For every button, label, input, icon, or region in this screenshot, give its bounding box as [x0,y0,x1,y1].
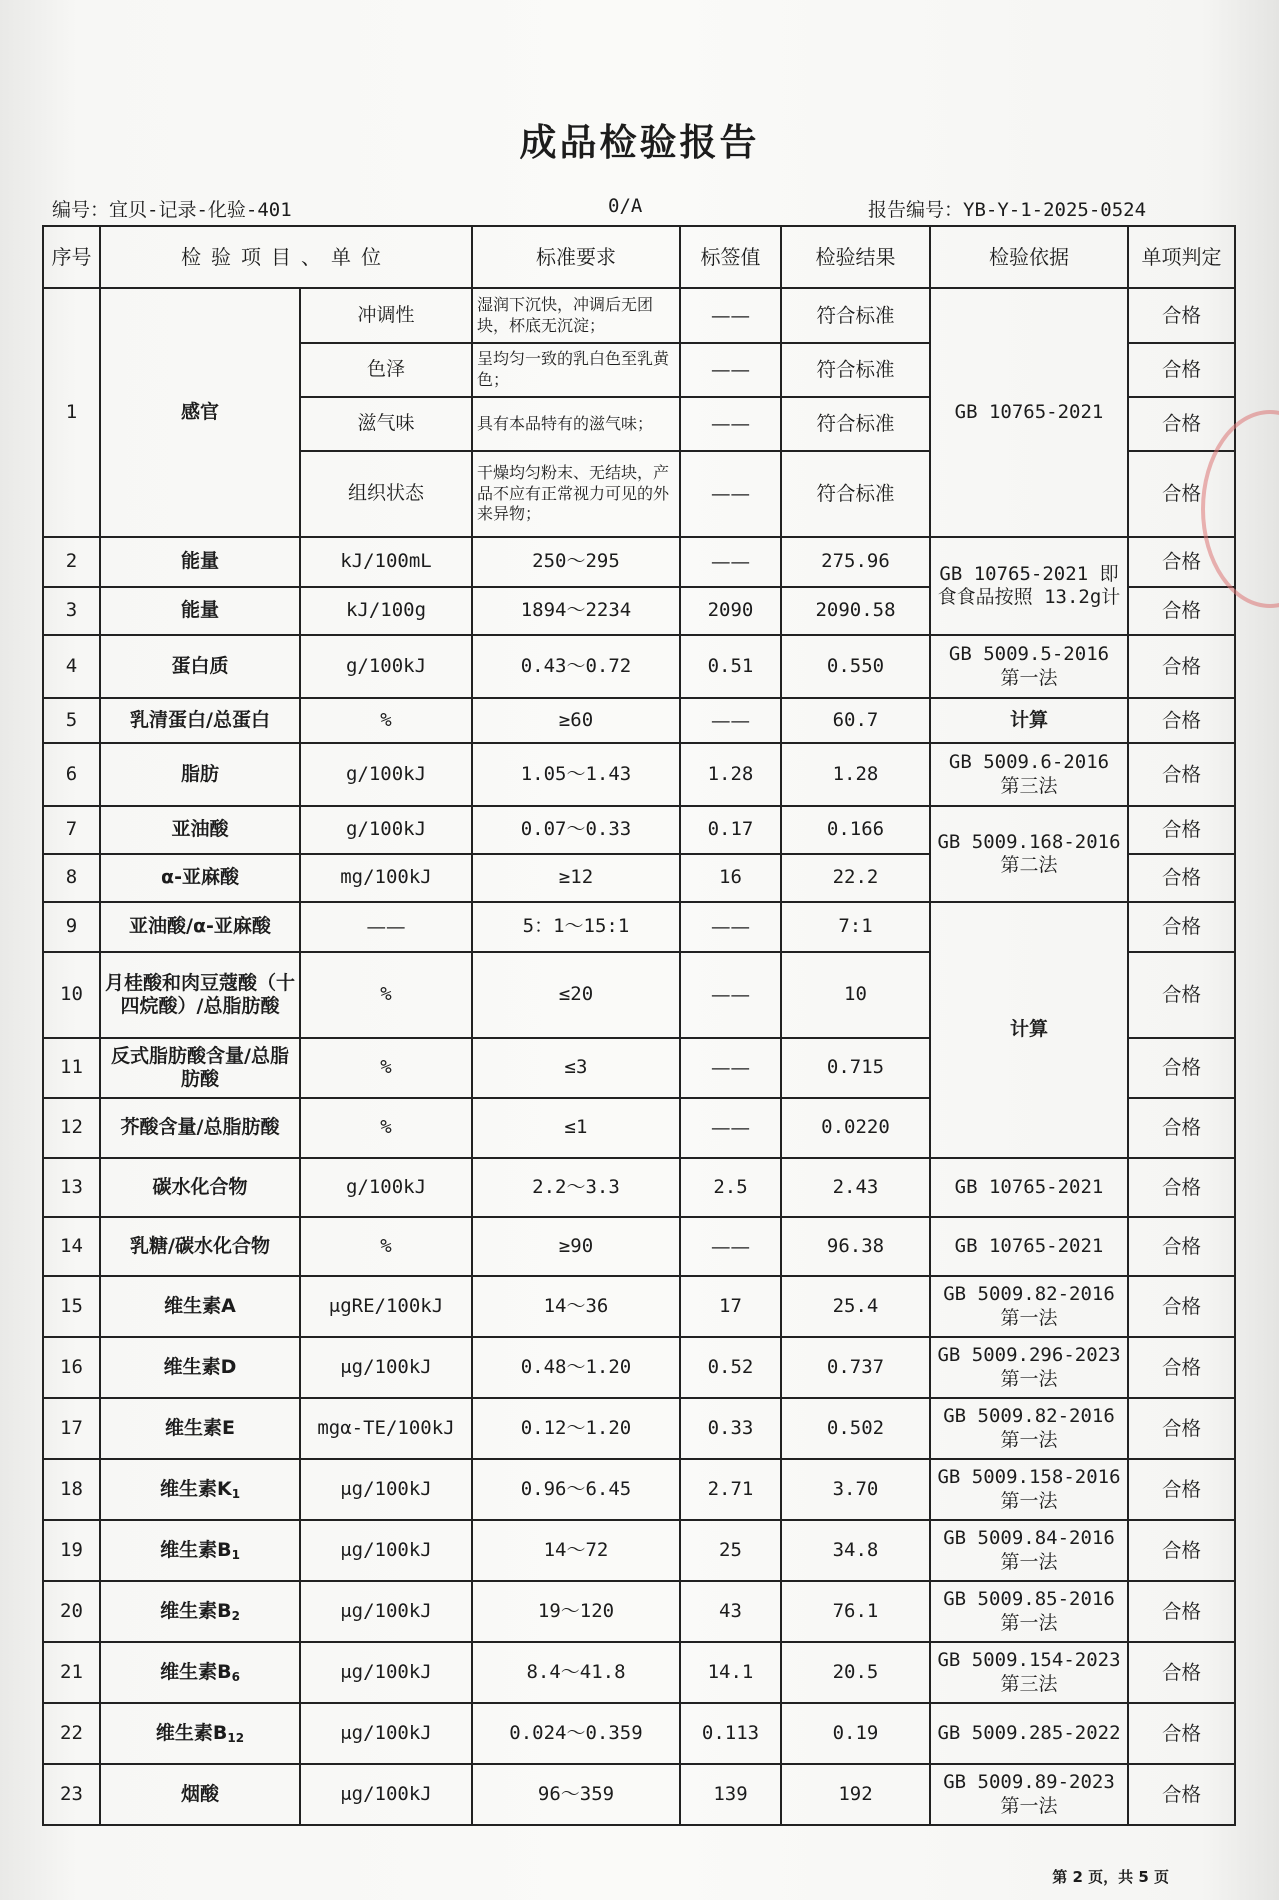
standard-cell: ≥90 [472,1217,680,1276]
item-cell: 维生素D [100,1337,300,1398]
result-cell: 60.7 [781,698,930,743]
table-row [43,743,1235,806]
judgement-cell: 合格 [1128,698,1235,743]
basis-cell: GB 10765-2021 [930,288,1128,537]
judgement-cell: 合格 [1128,1038,1235,1098]
unit-cell: μg/100kJ [300,1459,472,1520]
seq-cell: 19 [43,1520,100,1581]
item-cell: 组织状态 [300,451,472,537]
standard-cell: 19～120 [472,1581,680,1642]
standard-cell: 8.4～41.8 [472,1642,680,1703]
seq-cell: 17 [43,1398,100,1459]
seq-cell: 2 [43,537,100,587]
label-cell: —— [680,537,781,587]
basis-cell: GB 5009.85-2016 第一法 [930,1581,1128,1642]
table-row [43,1642,1235,1703]
label-cell: —— [680,1217,781,1276]
judgement-cell: 合格 [1128,1764,1235,1825]
basis-cell: GB 5009.158-2016 第一法 [930,1459,1128,1520]
label-cell: 16 [680,854,781,902]
item-cell: 维生素$B_{12}$ [100,1703,300,1764]
label-cell: 0.113 [680,1703,781,1764]
standard-cell: 干燥均匀粉末、无结块，产品不应有正常视力可见的外来异物； [472,451,680,537]
standard-cell: 14～36 [472,1276,680,1337]
label-cell: 0.33 [680,1398,781,1459]
result-cell: 25.4 [781,1276,930,1337]
page-indicator: 第 2 页，共 5 页 [1052,1868,1169,1886]
unit-cell: g/100kJ [300,806,472,854]
unit-cell: kJ/100g [300,587,472,635]
item-cell: 脂肪 [100,743,300,806]
seq-cell: 15 [43,1276,100,1337]
unit-cell: μg/100kJ [300,1337,472,1398]
unit-cell: μg/100kJ [300,1642,472,1703]
item-cell: 维生素$K_1$ [100,1459,300,1520]
result-cell: 0.502 [781,1398,930,1459]
judgement-cell: 合格 [1128,1398,1235,1459]
item-cell: 亚油酸 [100,806,300,854]
standard-cell: 2.2～3.3 [472,1158,680,1217]
judgement-cell: 合格 [1128,451,1235,537]
basis-cell: GB 5009.5-2016 第一法 [930,635,1128,698]
judgement-cell: 合格 [1128,1459,1235,1520]
unit-cell: —— [300,902,472,952]
table-row [43,1276,1235,1337]
table-row [43,902,1235,952]
inspection-table [42,225,1236,1826]
unit-cell: % [300,1098,472,1158]
result-cell: 0.19 [781,1703,930,1764]
standard-cell: ≤20 [472,952,680,1038]
label-cell: 25 [680,1520,781,1581]
result-cell: 0.0220 [781,1098,930,1158]
seq-cell: 10 [43,952,100,1038]
standard-cell: 250～295 [472,537,680,587]
label-cell: —— [680,1038,781,1098]
table-row [43,1398,1235,1459]
label-cell: —— [680,451,781,537]
label-cell: —— [680,397,781,451]
judgement-cell: 合格 [1128,1158,1235,1217]
result-cell: 1.28 [781,743,930,806]
unit-cell: μgRE/100kJ [300,1276,472,1337]
basis-cell: GB 10765-2021 即食食品按照 13.2g计 [930,537,1128,635]
standard-cell: 5：1～15:1 [472,902,680,952]
label-cell: 14.1 [680,1642,781,1703]
item-cell: 滋气味 [300,397,472,451]
unit-cell: % [300,698,472,743]
item-cell: 维生素$B_1$ [100,1520,300,1581]
judgement-cell: 合格 [1128,854,1235,902]
basis-cell: GB 5009.296-2023 第一法 [930,1337,1128,1398]
seq-cell: 9 [43,902,100,952]
seq-cell: 6 [43,743,100,806]
judgement-cell: 合格 [1128,902,1235,952]
standard-cell: 1894～2234 [472,587,680,635]
seq-cell: 11 [43,1038,100,1098]
seq-cell: 20 [43,1581,100,1642]
group-cell: 感官 [100,288,300,537]
judgement-cell: 合格 [1128,1581,1235,1642]
basis-cell: GB 10765-2021 [930,1217,1128,1276]
unit-cell: μg/100kJ [300,1764,472,1825]
seq-cell: 4 [43,635,100,698]
seq-cell: 23 [43,1764,100,1825]
unit-cell: g/100kJ [300,635,472,698]
label-cell: —— [680,1098,781,1158]
judgement-cell: 合格 [1128,1276,1235,1337]
basis-cell: 计算 [930,902,1128,1158]
seq-cell: 8 [43,854,100,902]
result-cell: 76.1 [781,1581,930,1642]
table-row [43,537,1235,587]
table-row [43,1158,1235,1217]
standard-cell: 湿润下沉快，冲调后无团块，杯底无沉淀； [472,288,680,343]
result-cell: 3.70 [781,1459,930,1520]
item-cell: 反式脂肪酸含量/总脂肪酸 [100,1038,300,1098]
judgement-cell: 合格 [1128,288,1235,343]
result-cell: 10 [781,952,930,1038]
label-cell: 139 [680,1764,781,1825]
label-cell: 2.71 [680,1459,781,1520]
unit-cell: μg/100kJ [300,1520,472,1581]
item-cell: 亚油酸/α-亚麻酸 [100,902,300,952]
result-cell: 0.166 [781,806,930,854]
judgement-cell: 合格 [1128,343,1235,397]
version: 0/A [608,195,643,217]
unit-cell: g/100kJ [300,743,472,806]
unit-cell: kJ/100mL [300,537,472,587]
item-cell: α-亚麻酸 [100,854,300,902]
result-cell: 0.715 [781,1038,930,1098]
unit-cell: mg/100kJ [300,854,472,902]
unit-cell: μg/100kJ [300,1703,472,1764]
judgement-cell: 合格 [1128,1520,1235,1581]
basis-cell: 计算 [930,698,1128,743]
header-judgement: 单项判定 [1128,226,1235,288]
label-cell: —— [680,288,781,343]
standard-cell: 呈均匀一致的乳白色至乳黄色； [472,343,680,397]
seq-cell: 18 [43,1459,100,1520]
result-cell: 275.96 [781,537,930,587]
basis-cell: GB 5009.82-2016 第一法 [930,1398,1128,1459]
basis-cell: GB 5009.285-2022 [930,1703,1128,1764]
seq-cell: 1 [43,288,100,537]
judgement-cell: 合格 [1128,1217,1235,1276]
seq-cell: 12 [43,1098,100,1158]
result-cell: 7:1 [781,902,930,952]
judgement-cell: 合格 [1128,537,1235,587]
basis-cell: GB 5009.6-2016 第三法 [930,743,1128,806]
item-cell: 维生素$B_2$ [100,1581,300,1642]
standard-cell: 具有本品特有的滋气味； [472,397,680,451]
judgement-cell: 合格 [1128,806,1235,854]
label-cell: 0.52 [680,1337,781,1398]
seq-cell: 13 [43,1158,100,1217]
label-cell: 0.17 [680,806,781,854]
unit-cell: % [300,952,472,1038]
result-cell: 2090.58 [781,587,930,635]
table-row [43,635,1235,698]
label-cell: 17 [680,1276,781,1337]
item-cell: 烟酸 [100,1764,300,1825]
seq-cell: 5 [43,698,100,743]
unit-cell: % [300,1038,472,1098]
item-cell: 乳清蛋白/总蛋白 [100,698,300,743]
item-cell: 月桂酸和肉豆蔻酸（十四烷酸）/总脂肪酸 [100,952,300,1038]
result-cell: 192 [781,1764,930,1825]
judgement-cell: 合格 [1128,635,1235,698]
label-cell: —— [680,952,781,1038]
table-header-row [43,226,1235,288]
item-cell: 维生素E [100,1398,300,1459]
basis-cell: GB 5009.84-2016 第一法 [930,1520,1128,1581]
basis-cell: GB 5009.154-2023 第三法 [930,1642,1128,1703]
item-cell: 维生素$B_6$ [100,1642,300,1703]
unit-cell: g/100kJ [300,1158,472,1217]
judgement-cell: 合格 [1128,1098,1235,1158]
judgement-cell: 合格 [1128,952,1235,1038]
standard-cell: 0.48～1.20 [472,1337,680,1398]
label-cell: 43 [680,1581,781,1642]
label-cell: 0.51 [680,635,781,698]
seq-cell: 7 [43,806,100,854]
table-row [43,288,1235,343]
seq-cell: 22 [43,1703,100,1764]
standard-cell: 0.43～0.72 [472,635,680,698]
standard-cell: 0.024～0.359 [472,1703,680,1764]
item-cell: 冲调性 [300,288,472,343]
standard-cell: 14～72 [472,1520,680,1581]
table-row [43,1337,1235,1398]
standard-cell: 1.05～1.43 [472,743,680,806]
seq-cell: 14 [43,1217,100,1276]
basis-cell: GB 5009.89-2023 第一法 [930,1764,1128,1825]
table-row [43,698,1235,743]
table-row [43,1459,1235,1520]
table-row [43,1217,1235,1276]
label-cell: —— [680,902,781,952]
item-cell: 乳糖/碳水化合物 [100,1217,300,1276]
item-cell: 能量 [100,587,300,635]
seq-cell: 16 [43,1337,100,1398]
result-cell: 96.38 [781,1217,930,1276]
standard-cell: ≥12 [472,854,680,902]
result-cell: 符合标准 [781,343,930,397]
unit-cell: μg/100kJ [300,1581,472,1642]
seq-cell: 21 [43,1642,100,1703]
result-cell: 0.737 [781,1337,930,1398]
result-cell: 22.2 [781,854,930,902]
label-cell: 2.5 [680,1158,781,1217]
standard-cell: ≤1 [472,1098,680,1158]
unit-cell: % [300,1217,472,1276]
header-basis: 检验依据 [930,226,1128,288]
result-cell: 20.5 [781,1642,930,1703]
standard-cell: 0.96～6.45 [472,1459,680,1520]
seq-cell: 3 [43,587,100,635]
item-cell: 芥酸含量/总脂肪酸 [100,1098,300,1158]
result-cell: 符合标准 [781,288,930,343]
judgement-cell: 合格 [1128,1642,1235,1703]
item-cell: 色泽 [300,343,472,397]
standard-cell: 96～359 [472,1764,680,1825]
table-row [43,1520,1235,1581]
judgement-cell: 合格 [1128,1703,1235,1764]
judgement-cell: 合格 [1128,743,1235,806]
judgement-cell: 合格 [1128,397,1235,451]
item-cell: 能量 [100,537,300,587]
report-title: 成品检验报告 [519,121,760,164]
report-number: 报告编号：YB-Y-1-2025-0524 [868,199,1147,221]
header-label-value: 标签值 [680,226,781,288]
standard-cell: 0.12～1.20 [472,1398,680,1459]
header-seq: 序号 [43,226,100,288]
basis-cell: GB 5009.82-2016 第一法 [930,1276,1128,1337]
table-row [43,1703,1235,1764]
label-cell: —— [680,698,781,743]
result-cell: 0.550 [781,635,930,698]
result-cell: 2.43 [781,1158,930,1217]
standard-cell: 0.07～0.33 [472,806,680,854]
basis-cell: GB 5009.168-2016 第二法 [930,806,1128,902]
item-cell: 维生素A [100,1276,300,1337]
label-cell: 2090 [680,587,781,635]
header-items: 检验项目、单位 [100,226,472,288]
judgement-cell: 合格 [1128,1337,1235,1398]
table-row [43,1581,1235,1642]
judgement-cell: 合格 [1128,587,1235,635]
result-cell: 符合标准 [781,397,930,451]
header-standard: 标准要求 [472,226,680,288]
standard-cell: ≤3 [472,1038,680,1098]
result-cell: 符合标准 [781,451,930,537]
item-cell: 蛋白质 [100,635,300,698]
result-cell: 34.8 [781,1520,930,1581]
table-row [43,806,1235,854]
basis-cell: GB 10765-2021 [930,1158,1128,1217]
table-row [43,1764,1235,1825]
item-cell: 碳水化合物 [100,1158,300,1217]
header-result: 检验结果 [781,226,930,288]
label-cell: —— [680,343,781,397]
record-number: 编号：宜贝-记录-化验-401 [52,199,292,221]
standard-cell: ≥60 [472,698,680,743]
label-cell: 1.28 [680,743,781,806]
unit-cell: mgα-TE/100kJ [300,1398,472,1459]
